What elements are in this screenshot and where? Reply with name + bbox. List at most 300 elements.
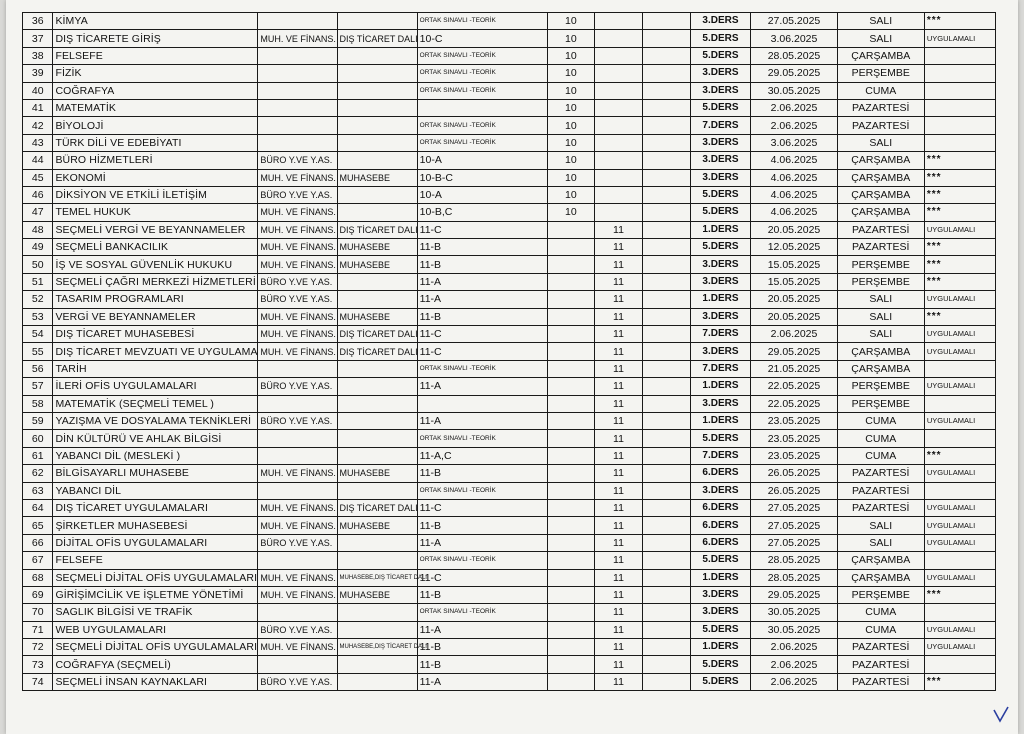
- exam-date-cell: 4.06.2025: [751, 169, 837, 186]
- exam-note-cell: [924, 395, 995, 412]
- grade-11-cell: [595, 47, 643, 64]
- grade-11-cell: 11: [595, 552, 643, 569]
- table-row: [23, 13, 996, 30]
- branch-cell: MUHASEBE: [337, 586, 417, 603]
- class-info-cell: 11-A: [417, 673, 547, 690]
- grade-10-cell: [547, 308, 595, 325]
- grade-11-cell: 11: [595, 326, 643, 343]
- lesson-period-cell: 3.DERS: [690, 256, 751, 273]
- exam-day-cell: SALI: [837, 326, 924, 343]
- grade-11-cell: 11: [595, 291, 643, 308]
- exam-note-cell: UYGULAMALI: [924, 639, 995, 656]
- grade-10-cell: 10: [547, 82, 595, 99]
- branch-cell: [337, 47, 417, 64]
- department-cell: BÜRO Y.VE Y.AS.: [258, 273, 337, 290]
- lesson-name-cell: GİRİŞİMCİLİK VE İŞLETME YÖNETİMİ: [53, 586, 258, 603]
- grade-10-cell: [547, 517, 595, 534]
- exam-schedule-table: [22, 12, 996, 691]
- table-row: [23, 639, 996, 656]
- exam-day-cell: PAZARTESİ: [837, 499, 924, 516]
- grade-11-cell: [595, 82, 643, 99]
- grade-11-cell: 11: [595, 499, 643, 516]
- lesson-name-cell: DIŞ TİCARET MEVZUATI VE UYGULAMA: [53, 343, 258, 360]
- department-cell: MUH. VE FİNANS.: [258, 239, 337, 256]
- row-number-cell: 52: [23, 291, 53, 308]
- row-number-cell: 72: [23, 639, 53, 656]
- lesson-period-cell: 1.DERS: [690, 291, 751, 308]
- branch-cell: DIŞ TİCARET DALI: [337, 30, 417, 47]
- grade-12-cell: [642, 30, 690, 47]
- lesson-period-cell: 6.DERS: [690, 465, 751, 482]
- grade-11-cell: 11: [595, 604, 643, 621]
- grade-10-cell: [547, 552, 595, 569]
- grade-12-cell: [642, 569, 690, 586]
- exam-note-cell: [924, 552, 995, 569]
- grade-10-cell: [547, 656, 595, 673]
- exam-note-cell: UYGULAMALI: [924, 326, 995, 343]
- branch-cell: [337, 604, 417, 621]
- exam-note-cell: UYGULAMALI: [924, 499, 995, 516]
- grade-11-cell: 11: [595, 517, 643, 534]
- lesson-name-cell: SAGLIK BİLGİSİ VE TRAFİK: [53, 604, 258, 621]
- table-row: [23, 465, 996, 482]
- exam-note-cell: ***: [924, 273, 995, 290]
- branch-cell: [337, 134, 417, 151]
- lesson-period-cell: 3.DERS: [690, 343, 751, 360]
- exam-note-cell: UYGULAMALI: [924, 291, 995, 308]
- exam-note-cell: ***: [924, 308, 995, 325]
- exam-date-cell: 23.05.2025: [751, 447, 837, 464]
- lesson-period-cell: 7.DERS: [690, 360, 751, 377]
- grade-10-cell: [547, 465, 595, 482]
- exam-date-cell: 29.05.2025: [751, 586, 837, 603]
- row-number-cell: 57: [23, 378, 53, 395]
- table-row: [23, 482, 996, 499]
- grade-11-cell: [595, 30, 643, 47]
- row-number-cell: 48: [23, 221, 53, 238]
- branch-cell: [337, 378, 417, 395]
- grade-11-cell: [595, 13, 643, 30]
- grade-11-cell: 11: [595, 239, 643, 256]
- table-row: [23, 65, 996, 82]
- grade-10-cell: 10: [547, 99, 595, 116]
- grade-11-cell: 11: [595, 221, 643, 238]
- exam-day-cell: ÇARŞAMBA: [837, 343, 924, 360]
- department-cell: [258, 99, 337, 116]
- grade-11-cell: 11: [595, 308, 643, 325]
- lesson-name-cell: DIŞ TİCARET UYGULAMALARI: [53, 499, 258, 516]
- exam-note-cell: [924, 47, 995, 64]
- lesson-name-cell: YABANCI DİL: [53, 482, 258, 499]
- lesson-period-cell: 3.DERS: [690, 169, 751, 186]
- class-info-cell: 11-A,C: [417, 447, 547, 464]
- exam-date-cell: 27.05.2025: [751, 13, 837, 30]
- branch-cell: MUHASEBE: [337, 465, 417, 482]
- grade-10-cell: [547, 569, 595, 586]
- department-cell: [258, 395, 337, 412]
- department-cell: [258, 13, 337, 30]
- exam-note-cell: ***: [924, 169, 995, 186]
- exam-date-cell: 2.06.2025: [751, 117, 837, 134]
- class-info-cell: ORTAK SINAVLI -TEORİK: [417, 134, 547, 151]
- lesson-name-cell: TARİH: [53, 360, 258, 377]
- branch-cell: [337, 360, 417, 377]
- grade-10-cell: 10: [547, 152, 595, 169]
- exam-day-cell: CUMA: [837, 604, 924, 621]
- lesson-period-cell: 5.DERS: [690, 30, 751, 47]
- lesson-period-cell: 3.DERS: [690, 482, 751, 499]
- department-cell: BÜRO Y.VE Y.AS.: [258, 534, 337, 551]
- exam-day-cell: SALI: [837, 517, 924, 534]
- class-info-cell: 11-B: [417, 308, 547, 325]
- row-number-cell: 49: [23, 239, 53, 256]
- table-row: [23, 673, 996, 690]
- grade-12-cell: [642, 465, 690, 482]
- table-row: [23, 186, 996, 203]
- lesson-period-cell: 6.DERS: [690, 499, 751, 516]
- grade-11-cell: 11: [595, 395, 643, 412]
- exam-date-cell: 20.05.2025: [751, 308, 837, 325]
- exam-date-cell: 20.05.2025: [751, 291, 837, 308]
- table-row: [23, 204, 996, 221]
- grade-12-cell: [642, 360, 690, 377]
- branch-cell: [337, 430, 417, 447]
- exam-date-cell: 2.06.2025: [751, 673, 837, 690]
- grade-12-cell: [642, 621, 690, 638]
- exam-date-cell: 15.05.2025: [751, 256, 837, 273]
- table-row: [23, 586, 996, 603]
- exam-note-cell: ***: [924, 13, 995, 30]
- exam-day-cell: SALI: [837, 30, 924, 47]
- grade-12-cell: [642, 186, 690, 203]
- table-row: [23, 99, 996, 116]
- department-cell: [258, 656, 337, 673]
- lesson-period-cell: 3.DERS: [690, 604, 751, 621]
- exam-note-cell: UYGULAMALI: [924, 412, 995, 429]
- exam-date-cell: 3.06.2025: [751, 134, 837, 151]
- grade-11-cell: 11: [595, 273, 643, 290]
- lesson-period-cell: 3.DERS: [690, 273, 751, 290]
- lesson-name-cell: MATEMATİK: [53, 99, 258, 116]
- grade-12-cell: [642, 326, 690, 343]
- class-info-cell: 11-C: [417, 569, 547, 586]
- grade-10-cell: [547, 673, 595, 690]
- lesson-name-cell: KİMYA: [53, 13, 258, 30]
- row-number-cell: 59: [23, 412, 53, 429]
- grade-12-cell: [642, 221, 690, 238]
- grade-10-cell: [547, 360, 595, 377]
- lesson-name-cell: FELSEFE: [53, 552, 258, 569]
- department-cell: BÜRO Y.VE Y.AS.: [258, 186, 337, 203]
- exam-day-cell: SALI: [837, 134, 924, 151]
- lesson-period-cell: 3.DERS: [690, 65, 751, 82]
- grade-12-cell: [642, 117, 690, 134]
- grade-11-cell: 11: [595, 639, 643, 656]
- department-cell: MUH. VE FİNANS.: [258, 639, 337, 656]
- grade-11-cell: 11: [595, 673, 643, 690]
- lesson-period-cell: 7.DERS: [690, 326, 751, 343]
- exam-note-cell: [924, 99, 995, 116]
- grade-10-cell: 10: [547, 186, 595, 203]
- lesson-name-cell: SEÇMELİ DİJİTAL OFİS UYGULAMALARI: [53, 639, 258, 656]
- row-number-cell: 69: [23, 586, 53, 603]
- grade-10-cell: [547, 273, 595, 290]
- grade-10-cell: [547, 430, 595, 447]
- grade-12-cell: [642, 82, 690, 99]
- exam-day-cell: CUMA: [837, 621, 924, 638]
- lesson-period-cell: 6.DERS: [690, 534, 751, 551]
- exam-day-cell: PAZARTESİ: [837, 239, 924, 256]
- lesson-period-cell: 3.DERS: [690, 13, 751, 30]
- lesson-period-cell: 5.DERS: [690, 552, 751, 569]
- row-number-cell: 67: [23, 552, 53, 569]
- table-row: [23, 604, 996, 621]
- exam-date-cell: 12.05.2025: [751, 239, 837, 256]
- department-cell: MUH. VE FİNANS.: [258, 499, 337, 516]
- table-row: [23, 82, 996, 99]
- exam-day-cell: PAZARTESİ: [837, 465, 924, 482]
- row-number-cell: 40: [23, 82, 53, 99]
- exam-note-cell: UYGULAMALI: [924, 621, 995, 638]
- row-number-cell: 51: [23, 273, 53, 290]
- grade-11-cell: [595, 134, 643, 151]
- lesson-period-cell: 7.DERS: [690, 117, 751, 134]
- grade-10-cell: [547, 221, 595, 238]
- table-row: [23, 152, 996, 169]
- table-row: [23, 534, 996, 551]
- lesson-name-cell: COĞRAFYA (SEÇMELİ): [53, 656, 258, 673]
- exam-note-cell: ***: [924, 239, 995, 256]
- exam-note-cell: UYGULAMALI: [924, 221, 995, 238]
- grade-12-cell: [642, 586, 690, 603]
- grade-12-cell: [642, 256, 690, 273]
- class-info-cell: 11-A: [417, 273, 547, 290]
- row-number-cell: 42: [23, 117, 53, 134]
- exam-date-cell: 26.05.2025: [751, 482, 837, 499]
- branch-cell: [337, 395, 417, 412]
- department-cell: BÜRO Y.VE Y.AS.: [258, 291, 337, 308]
- exam-date-cell: 29.05.2025: [751, 343, 837, 360]
- exam-day-cell: ÇARŞAMBA: [837, 152, 924, 169]
- lesson-period-cell: 5.DERS: [690, 621, 751, 638]
- lesson-period-cell: 5.DERS: [690, 239, 751, 256]
- branch-cell: [337, 412, 417, 429]
- exam-note-cell: UYGULAMALI: [924, 569, 995, 586]
- exam-date-cell: 4.06.2025: [751, 152, 837, 169]
- lesson-period-cell: 7.DERS: [690, 447, 751, 464]
- grade-12-cell: [642, 99, 690, 116]
- class-info-cell: 11-A: [417, 412, 547, 429]
- exam-date-cell: 30.05.2025: [751, 82, 837, 99]
- lesson-name-cell: YABANCI DİL (MESLEKİ ): [53, 447, 258, 464]
- exam-day-cell: PAZARTESİ: [837, 117, 924, 134]
- table-row: [23, 378, 996, 395]
- lesson-period-cell: 3.DERS: [690, 82, 751, 99]
- class-info-cell: ORTAK SINAVLI -TEORİK: [417, 430, 547, 447]
- grade-12-cell: [642, 499, 690, 516]
- row-number-cell: 46: [23, 186, 53, 203]
- branch-cell: MUHASEBE,DIŞ TİCARET DALI: [337, 639, 417, 656]
- row-number-cell: 53: [23, 308, 53, 325]
- lesson-period-cell: 1.DERS: [690, 639, 751, 656]
- exam-day-cell: PAZARTESİ: [837, 482, 924, 499]
- exam-day-cell: CUMA: [837, 447, 924, 464]
- exam-day-cell: PAZARTESİ: [837, 639, 924, 656]
- grade-10-cell: [547, 621, 595, 638]
- department-cell: BÜRO Y.VE Y.AS.: [258, 673, 337, 690]
- exam-day-cell: ÇARŞAMBA: [837, 47, 924, 64]
- class-info-cell: 10-A: [417, 152, 547, 169]
- department-cell: [258, 552, 337, 569]
- grade-12-cell: [642, 639, 690, 656]
- exam-note-cell: [924, 134, 995, 151]
- branch-cell: [337, 186, 417, 203]
- grade-10-cell: [547, 326, 595, 343]
- lesson-period-cell: 3.DERS: [690, 308, 751, 325]
- exam-note-cell: UYGULAMALI: [924, 465, 995, 482]
- grade-10-cell: 10: [547, 134, 595, 151]
- exam-note-cell: ***: [924, 673, 995, 690]
- department-cell: [258, 134, 337, 151]
- lesson-period-cell: 1.DERS: [690, 569, 751, 586]
- branch-cell: [337, 482, 417, 499]
- row-number-cell: 70: [23, 604, 53, 621]
- grade-10-cell: 10: [547, 117, 595, 134]
- department-cell: MUH. VE FİNANS.: [258, 326, 337, 343]
- class-info-cell: [417, 99, 547, 116]
- grade-10-cell: 10: [547, 30, 595, 47]
- class-info-cell: 11-B: [417, 256, 547, 273]
- department-cell: [258, 82, 337, 99]
- department-cell: BÜRO Y.VE Y.AS.: [258, 621, 337, 638]
- class-info-cell: 10-C: [417, 30, 547, 47]
- lesson-name-cell: DİN KÜLTÜRÜ VE AHLAK BİLGİSİ: [53, 430, 258, 447]
- class-info-cell: 11-C: [417, 326, 547, 343]
- row-number-cell: 63: [23, 482, 53, 499]
- department-cell: MUH. VE FİNANS.: [258, 465, 337, 482]
- grade-12-cell: [642, 152, 690, 169]
- grade-12-cell: [642, 291, 690, 308]
- table-row: [23, 621, 996, 638]
- grade-11-cell: 11: [595, 447, 643, 464]
- table-row: [23, 221, 996, 238]
- grade-10-cell: [547, 395, 595, 412]
- branch-cell: [337, 99, 417, 116]
- lesson-name-cell: TEMEL HUKUK: [53, 204, 258, 221]
- exam-note-cell: ***: [924, 586, 995, 603]
- lesson-period-cell: 5.DERS: [690, 656, 751, 673]
- table-row: [23, 117, 996, 134]
- exam-day-cell: ÇARŞAMBA: [837, 552, 924, 569]
- table-row: [23, 273, 996, 290]
- row-number-cell: 68: [23, 569, 53, 586]
- lesson-name-cell: SEÇMELİ VERGİ VE BEYANNAMELER: [53, 221, 258, 238]
- lesson-name-cell: TASARIM PROGRAMLARI: [53, 291, 258, 308]
- grade-12-cell: [642, 447, 690, 464]
- department-cell: MUH. VE FİNANS.: [258, 586, 337, 603]
- grade-11-cell: 11: [595, 656, 643, 673]
- lesson-name-cell: DIŞ TİCARETE GİRİŞ: [53, 30, 258, 47]
- lesson-name-cell: SEÇMELİ BANKACILIK: [53, 239, 258, 256]
- grade-12-cell: [642, 47, 690, 64]
- branch-cell: [337, 204, 417, 221]
- department-cell: BÜRO Y.VE Y.AS.: [258, 378, 337, 395]
- department-cell: BÜRO Y.VE Y.AS.: [258, 152, 337, 169]
- table-row: [23, 291, 996, 308]
- grade-11-cell: [595, 169, 643, 186]
- grade-10-cell: 10: [547, 13, 595, 30]
- grade-11-cell: 11: [595, 534, 643, 551]
- lesson-period-cell: 1.DERS: [690, 378, 751, 395]
- row-number-cell: 47: [23, 204, 53, 221]
- department-cell: MUH. VE FİNANS.: [258, 308, 337, 325]
- lesson-name-cell: YAZIŞMA VE DOSYALAMA TEKNİKLERİ: [53, 412, 258, 429]
- branch-cell: [337, 65, 417, 82]
- exam-date-cell: 27.05.2025: [751, 499, 837, 516]
- lesson-name-cell: BÜRO HİZMETLERİ: [53, 152, 258, 169]
- table-row: [23, 517, 996, 534]
- class-info-cell: 11-B: [417, 656, 547, 673]
- exam-day-cell: ÇARŞAMBA: [837, 360, 924, 377]
- exam-day-cell: PERŞEMBE: [837, 378, 924, 395]
- grade-11-cell: 11: [595, 621, 643, 638]
- lesson-name-cell: WEB UYGULAMALARI: [53, 621, 258, 638]
- department-cell: MUH. VE FİNANS.: [258, 517, 337, 534]
- table-row: [23, 412, 996, 429]
- lesson-period-cell: 3.DERS: [690, 395, 751, 412]
- exam-date-cell: 20.05.2025: [751, 221, 837, 238]
- exam-day-cell: PAZARTESİ: [837, 656, 924, 673]
- lesson-period-cell: 1.DERS: [690, 412, 751, 429]
- grade-11-cell: 11: [595, 465, 643, 482]
- class-info-cell: 11-B: [417, 517, 547, 534]
- exam-date-cell: 27.05.2025: [751, 517, 837, 534]
- lesson-period-cell: 5.DERS: [690, 430, 751, 447]
- grade-11-cell: 11: [595, 378, 643, 395]
- class-info-cell: ORTAK SINAVLI -TEORİK: [417, 482, 547, 499]
- row-number-cell: 45: [23, 169, 53, 186]
- grade-12-cell: [642, 656, 690, 673]
- class-info-cell: 10-B,C: [417, 204, 547, 221]
- grade-12-cell: [642, 517, 690, 534]
- branch-cell: DIŞ TİCARET DALI: [337, 343, 417, 360]
- class-info-cell: 11-A: [417, 378, 547, 395]
- exam-date-cell: 23.05.2025: [751, 412, 837, 429]
- exam-date-cell: 28.05.2025: [751, 569, 837, 586]
- exam-day-cell: SALI: [837, 534, 924, 551]
- grade-12-cell: [642, 673, 690, 690]
- grade-12-cell: [642, 134, 690, 151]
- exam-note-cell: [924, 604, 995, 621]
- document-page: [6, 0, 1018, 734]
- row-number-cell: 54: [23, 326, 53, 343]
- lesson-name-cell: SEÇMELİ DİJİTAL OFİS UYGULAMALARI: [53, 569, 258, 586]
- grade-12-cell: [642, 482, 690, 499]
- lesson-name-cell: DİJİTAL OFİS UYGULAMALARI: [53, 534, 258, 551]
- table-row: [23, 569, 996, 586]
- department-cell: [258, 47, 337, 64]
- exam-date-cell: 2.06.2025: [751, 656, 837, 673]
- grade-10-cell: 10: [547, 47, 595, 64]
- row-number-cell: 66: [23, 534, 53, 551]
- grade-12-cell: [642, 430, 690, 447]
- exam-date-cell: 28.05.2025: [751, 552, 837, 569]
- exam-note-cell: ***: [924, 152, 995, 169]
- table-row: [23, 239, 996, 256]
- exam-day-cell: PAZARTESİ: [837, 99, 924, 116]
- table-row: [23, 656, 996, 673]
- grade-11-cell: 11: [595, 569, 643, 586]
